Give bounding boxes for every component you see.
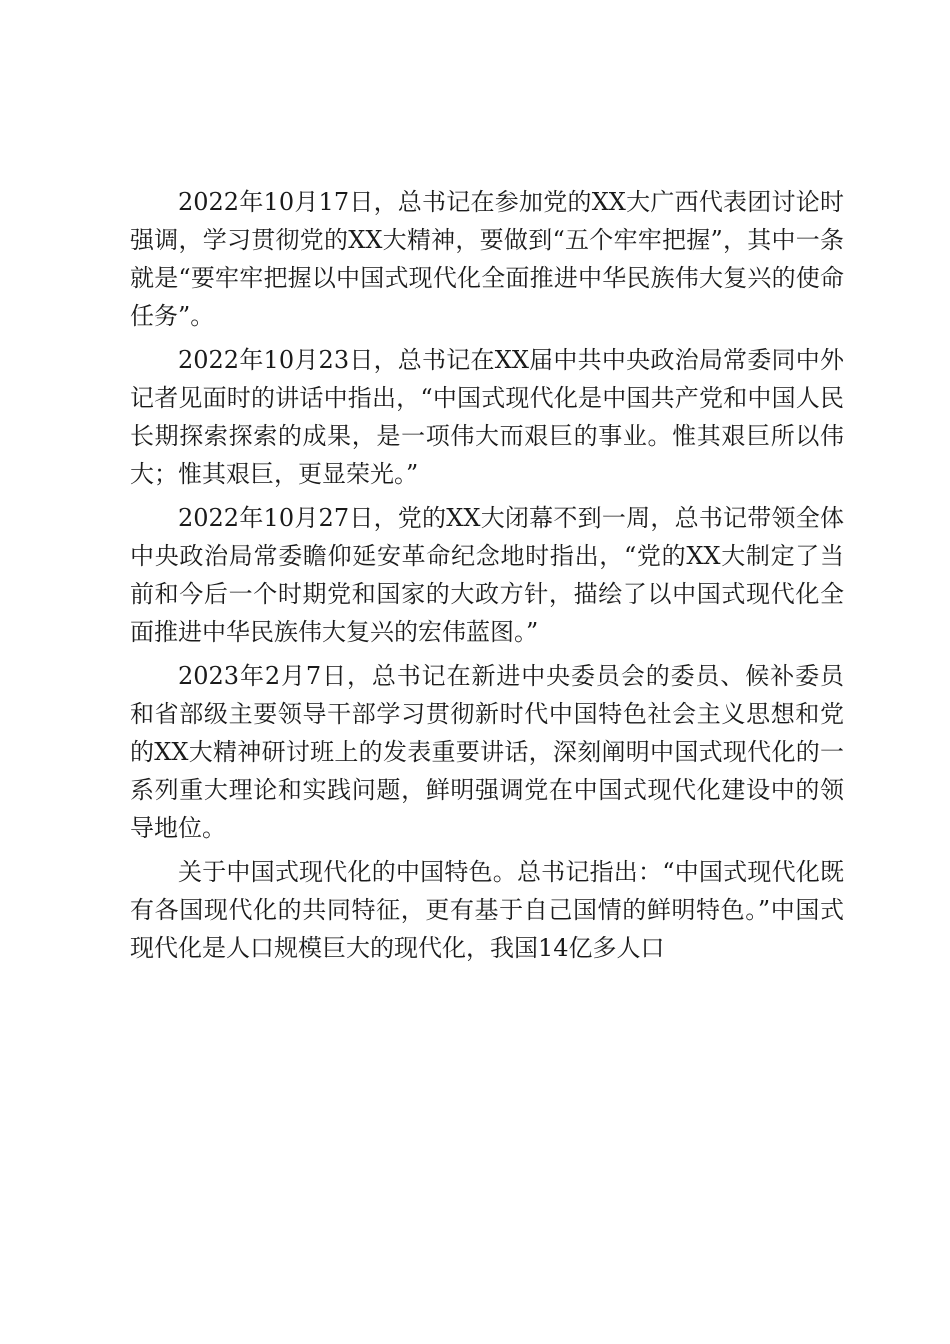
- paragraph-5: 关于中国式现代化的中国特色。总书记指出：“中国式现代化既有各国现代化的共同特征，更有基于自己国情的鲜明特色。”中国式现代化是人口规模巨大的现代化，我国14亿多人口: [130, 858, 844, 962]
- document-body: [130, 183, 844, 967]
- paragraph-3: 2022年10月27日，党的XX大闭幕不到一周，总书记带领全体中央政治局常委瞻仰延安革命纪念地时指出，“党的XX大制定了当前和今后一个时期党和国家的大政方针，描绘了以中国式现代化全面推进中华民族伟大复兴的宏伟蓝图。”: [130, 504, 844, 646]
- paragraph-4: 2023年2月7日，总书记在新进中央委员会的委员、候补委员和省部级主要领导干部学习贯彻新时代中国特色社会主义思想和党的XX大精神研讨班上的发表重要讲话，深刻阐明中国式现代化的一系列重大理论和实践问题，鲜明强调党在中国式现代化建设中的领导地位。: [130, 662, 844, 842]
- paragraph-1: 2022年10月17日，总书记在参加党的XX大广西代表团讨论时强调，学习贯彻党的XX大精神，要做到“五个牢牢把握”，其中一条就是“要牢牢把握以中国式现代化全面推进中华民族伟大复兴的使命任务”。: [130, 188, 844, 330]
- paragraph-2: 2022年10月23日，总书记在XX届中共中央政治局常委同中外记者见面时的讲话中指出，“中国式现代化是中国共产党和中国人民长期探索探索的成果，是一项伟大而艰巨的事业。惟其艰巨所以伟大；惟其艰巨，更显荣光。”: [130, 346, 844, 488]
